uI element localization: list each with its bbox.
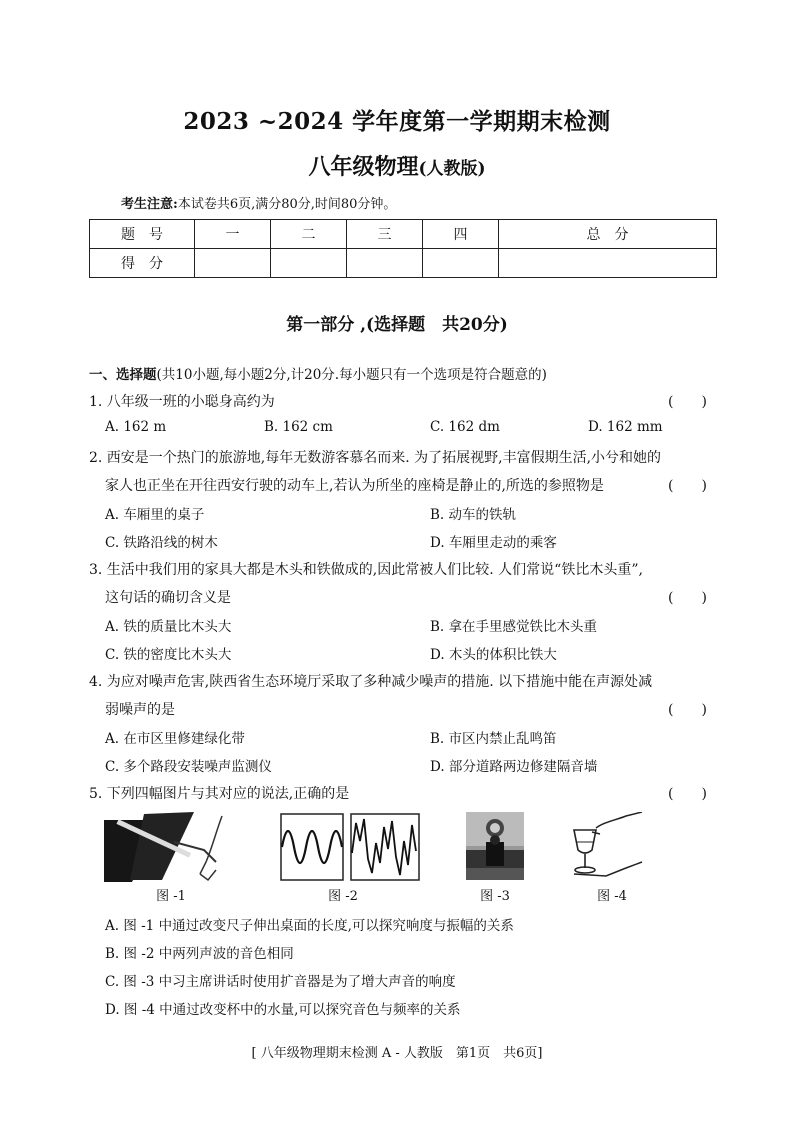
exam-subtitle (0, 150, 794, 181)
option-a: A. 图 -1 中通过改变尺子伸出桌面的长度,可以探究响度与振幅的关系 (105, 918, 514, 934)
score-header-cell: 总 分 (499, 220, 717, 249)
figure-2-caption: 图 -2 (328, 889, 358, 904)
option-c: C. 多个路段安装噪声监测仪 (105, 759, 272, 775)
option-d: D. 部分道路两边修建隔音墙 (430, 759, 598, 775)
question-4-stem-line1: 4. 为应对噪声危害,陕西省生态环境厅采取了多种减少噪声的措施. 以下措施中能在声源处减 (89, 674, 653, 690)
answer-blank[interactable]: ( ) (668, 394, 707, 410)
question-2-stem-line1: 2. 西安是一个热门的旅游地,每年无数游客慕名而来. 为了拓展视野,丰富假期生活,小兮和她的 (89, 450, 662, 466)
question-3-stem-line1: 3. 生活中我们用的家具大都是木头和铁做成的,因此常被人们比较. 人们常说“铁比木头重”, (89, 562, 643, 578)
option-a: A. 162 m (105, 419, 167, 435)
option-a: A. 铁的质量比木头大 (105, 619, 232, 635)
option-d: D. 车厢里走动的乘客 (430, 535, 557, 551)
score-header-cell: 三 (347, 220, 423, 249)
figure-2-sound-waves (280, 813, 420, 881)
figure-1-caption: 图 -1 (156, 889, 186, 904)
answer-blank[interactable]: ( ) (668, 702, 707, 718)
option-c: C. 铁路沿线的树木 (105, 535, 218, 551)
score-cell[interactable] (347, 249, 423, 278)
score-table (89, 219, 717, 278)
answer-blank[interactable]: ( ) (668, 590, 707, 606)
question-5-stem: 5. 下列四幅图片与其对应的说法,正确的是 (89, 786, 350, 802)
question-3-stem-line2: 这句话的确切含义是 (105, 590, 231, 606)
option-b: B. 图 -2 中两列声波的音色相同 (105, 946, 294, 962)
page-footer: [ 八年级物理期末检测 A - 人教版 第1页 共6页] (251, 1046, 543, 1061)
figure-3-speech-photo (466, 812, 524, 880)
exam-title: 2023 ~2024 学年度第一学期期末检测 (183, 108, 611, 135)
option-d: D. 图 -4 中通过改变杯中的水量,可以探究音色与频率的关系 (105, 1002, 461, 1018)
figure-4-caption: 图 -4 (597, 889, 627, 904)
figure-4-glass-cup (566, 812, 644, 880)
score-table-header-row (90, 220, 717, 249)
score-cell[interactable] (499, 249, 717, 278)
part-title: 第一部分 ,(选择题 共20分) (286, 315, 508, 335)
score-table-score-row (90, 249, 717, 278)
score-header-cell: 一 (195, 220, 271, 249)
option-b: B. 162 cm (264, 419, 333, 435)
question-2-stem-line2: 家人也正坐在开往西安行驶的动车上,若认为所坐的座椅是静止的,所选的参照物是 (105, 478, 604, 494)
score-cell[interactable] (195, 249, 271, 278)
exam-notice (121, 193, 396, 212)
subject-title: 八年级物理 (308, 154, 419, 180)
notice-text: 本试卷共6页,满分80分,时间80分钟。 (177, 197, 397, 212)
score-row-label: 得 分 (90, 249, 195, 278)
figure-3-caption: 图 -3 (480, 889, 510, 904)
option-a: A. 车厢里的桌子 (105, 507, 205, 523)
answer-blank[interactable]: ( ) (668, 478, 707, 494)
notice-label: 考生注意: (121, 197, 178, 212)
option-b: B. 动车的铁轨 (430, 507, 517, 523)
option-d: D. 木头的体积比铁大 (430, 647, 557, 663)
option-a: A. 在市区里修建绿化带 (105, 731, 245, 747)
option-b: B. 市区内禁止乱鸣笛 (430, 731, 557, 747)
option-c: C. 图 -3 中习主席讲话时使用扩音器是为了增大声音的响度 (105, 974, 456, 990)
option-c: C. 162 dm (430, 419, 500, 435)
question-1-stem: 1. 八年级一班的小聪身高约为 (89, 394, 275, 410)
answer-blank[interactable]: ( ) (668, 786, 707, 802)
score-header-cell: 四 (423, 220, 499, 249)
section-heading (89, 363, 547, 383)
figure-1-ruler-on-desk (104, 812, 240, 882)
option-c: C. 铁的密度比木头大 (105, 647, 232, 663)
section-label: 一、选择题 (89, 367, 157, 383)
score-header-cell: 二 (271, 220, 347, 249)
question-4-stem-line2: 弱噪声的是 (105, 702, 175, 718)
score-cell[interactable] (271, 249, 347, 278)
option-d: D. 162 mm (588, 419, 663, 435)
score-cell[interactable] (423, 249, 499, 278)
section-desc: (共10小题,每小题2分,计20分.每小题只有一个选项是符合题意的) (156, 367, 547, 383)
edition-label: (人教版) (418, 159, 486, 179)
option-b: B. 拿在手里感觉铁比木头重 (430, 619, 598, 635)
score-header-cell: 题 号 (90, 220, 195, 249)
